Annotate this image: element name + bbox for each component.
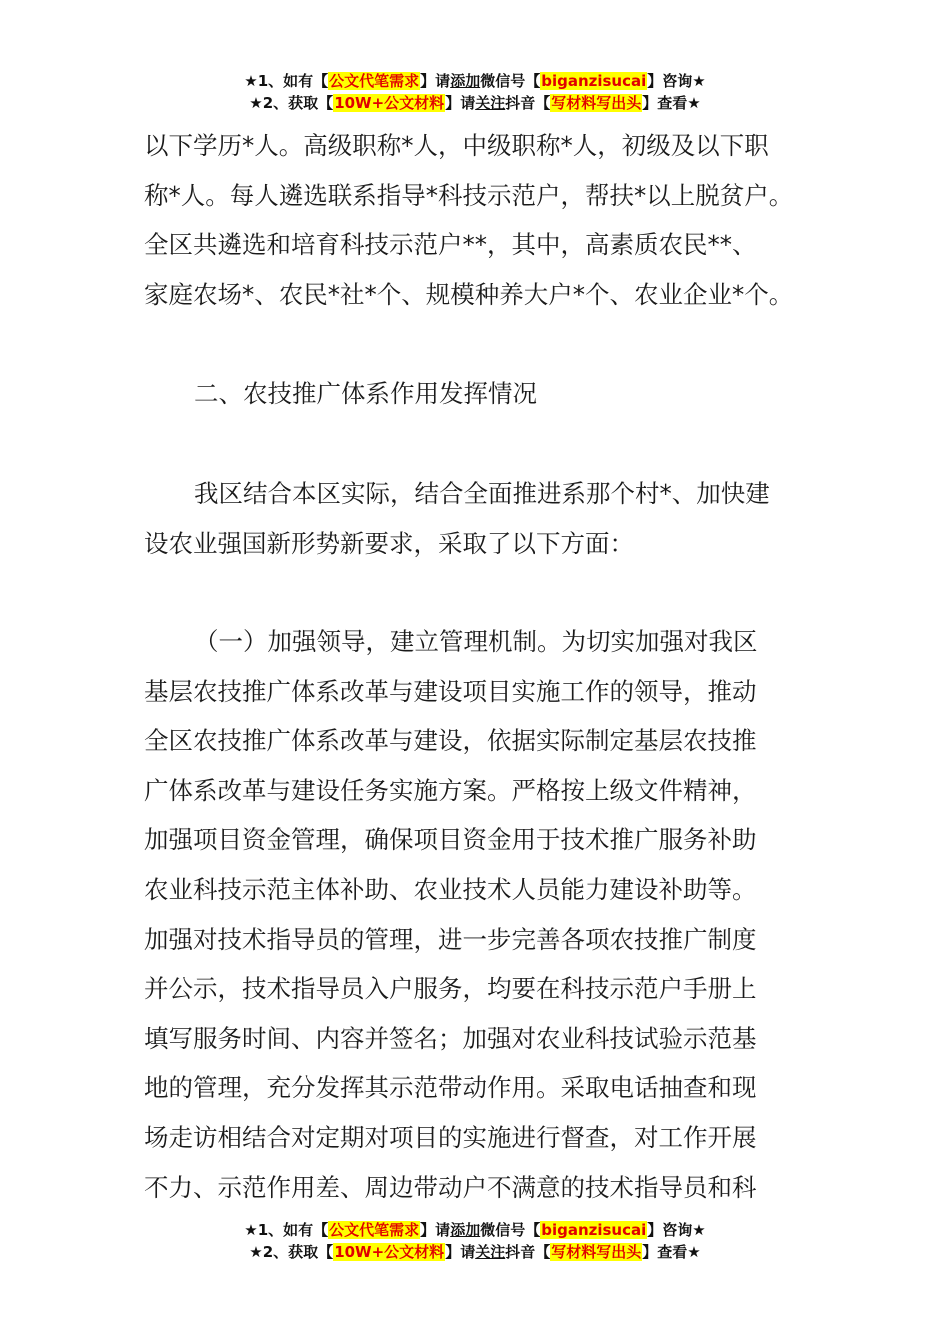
banner-text: 】请 (445, 94, 476, 112)
text-line: 填写服务时间、内容并签名；加强对农业科技试验示范基 (144, 1023, 757, 1053)
text-line: 不力、示范作用差、周边带动户不满意的技术指导员和科 (144, 1172, 757, 1202)
text-line: 称*人。每人遴选联系指导*科技示范户，帮扶*以上脱贫户。 (144, 180, 794, 210)
paragraph-staff-stats (144, 121, 814, 319)
highlight-wechat-id: biganzisucai (541, 72, 647, 90)
footer-banner (0, 1219, 950, 1263)
text-line: 基层农技推广体系改革与建设项目实施工作的领导，推动 (144, 676, 757, 706)
banner-text: 】咨询★ (647, 72, 706, 90)
text-line: 我区结合本区实际，结合全面推进系那个村*、加快建 (194, 479, 770, 508)
banner-text: 】请 (420, 72, 451, 90)
text-line: 以下学历*人。高级职称*人，中级职称*人，初级及以下职 (144, 131, 769, 160)
text-line: 广体系改革与建设任务实施方案。严格按上级文件精神， (144, 775, 757, 805)
banner-text: 抖音【 (505, 1243, 551, 1261)
highlight-materials: 10W+公文材料 (334, 1243, 445, 1261)
banner-line-1 (0, 70, 950, 92)
text-line: 并公示，技术指导员入户服务，均要在科技示范户手册上 (144, 974, 757, 1004)
text-line: 地的管理，充分发挥其示范带动作用。采取电话抽查和现 (144, 1073, 757, 1103)
banner-text: 】请 (445, 1243, 476, 1261)
underlined-text: 添加 (450, 1221, 481, 1239)
banner-text: 】咨询★ (647, 1221, 706, 1239)
text-line: 加强对技术指导员的管理，进一步完善各项农技推广制度 (144, 924, 757, 954)
banner-text: 】查看★ (642, 1243, 701, 1261)
banner-text: 微信号【 (480, 72, 541, 90)
banner-text: ★2、获取【 (249, 94, 334, 112)
banner-line-2 (0, 92, 950, 114)
highlight-materials: 10W+公文材料 (334, 94, 445, 112)
paragraph-intro (144, 469, 814, 568)
banner-text: 】请 (420, 1221, 451, 1239)
highlight-douyin-id: 写材料写出头 (551, 94, 642, 112)
highlight-service: 公文代笔需求 (329, 1221, 420, 1239)
highlight-douyin-id: 写材料写出头 (551, 1243, 642, 1261)
underlined-text: 关注 (475, 94, 506, 112)
text-line: 场走访相结合对定期对项目的实施进行督查，对工作开展 (144, 1122, 757, 1152)
heading-text: 二、农技推广体系作用发挥情况 (194, 379, 537, 408)
text-line: 全区农技推广体系改革与建设，依据实际制定基层农技推 (144, 726, 757, 756)
paragraph-leadership (144, 617, 814, 1212)
banner-text: ★1、如有【 (244, 72, 329, 90)
header-banner (0, 70, 950, 114)
highlight-service: 公文代笔需求 (329, 72, 420, 90)
text-line: 加强项目资金管理，确保项目资金用于技术推广服务补助 (144, 825, 757, 855)
banner-line-1 (0, 1219, 950, 1241)
banner-text: ★2、获取【 (249, 1243, 334, 1261)
underlined-text: 添加 (450, 72, 481, 90)
highlight-wechat-id: biganzisucai (541, 1221, 647, 1239)
underlined-text: 关注 (475, 1243, 506, 1261)
text-line: 农业科技示范主体补助、农业技术人员能力建设补助等。 (144, 874, 757, 904)
section-heading (194, 369, 864, 419)
text-line: 设农业强国新形势新要求，采取了以下方面： (144, 528, 634, 558)
text-line: 家庭农场*、农民*社*个、规模种养大户*个、农业企业*个。 (144, 279, 794, 309)
banner-text: 抖音【 (505, 94, 551, 112)
banner-line-2 (0, 1241, 950, 1263)
text-line: （一）加强领导，建立管理机制。为切实加强对我区 (194, 627, 758, 656)
banner-text: 】查看★ (642, 94, 701, 112)
banner-text: ★1、如有【 (244, 1221, 329, 1239)
banner-text: 微信号【 (480, 1221, 541, 1239)
text-line: 全区共遴选和培育科技示范户**，其中，高素质农民**、 (144, 230, 757, 260)
